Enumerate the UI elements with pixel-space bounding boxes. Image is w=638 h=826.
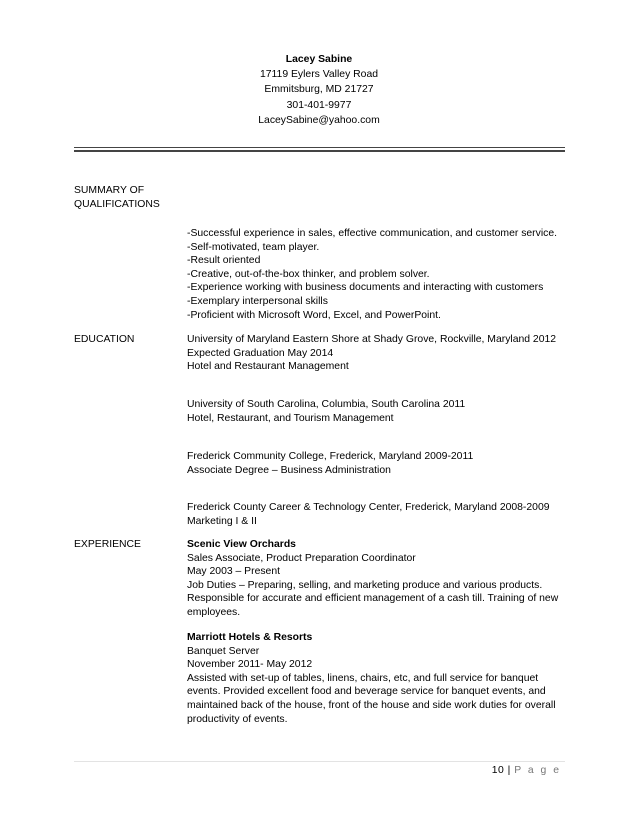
education-entry: [187, 333, 567, 374]
summary-item: -Result oriented: [187, 255, 261, 267]
experience-job: [187, 538, 559, 620]
summary-item: -Self-motivated, team player.: [187, 241, 320, 253]
header-divider-thin: [74, 147, 565, 148]
education-entry: [187, 501, 567, 528]
job-employer: Marriott Hotels & Resorts: [187, 632, 313, 643]
footer-divider: [74, 761, 565, 762]
summary-heading-line-1: SUMMARY OF: [74, 185, 145, 196]
job-title: Banquet Server: [187, 645, 260, 657]
page-number: 10: [491, 765, 505, 776]
summary-heading-line-2: QUALIFICATIONS: [74, 198, 160, 210]
education-detail: Associate Degree – Business Administration: [187, 464, 391, 476]
page-footer: [492, 764, 561, 778]
applicant-name: Lacey Sabine: [285, 54, 353, 65]
address-line-2: Emmitsburg, MD 21727: [264, 84, 374, 96]
address-line-1: 17119 Eylers Valley Road: [259, 69, 379, 81]
header-divider-thick: [74, 150, 565, 152]
education-detail: Marketing I & II: [187, 515, 257, 527]
education-detail: Expected Graduation May 2014: [187, 347, 334, 359]
summary-item: -Experience working with business documents and interacting with customers: [187, 282, 544, 294]
summary-heading: [74, 184, 160, 211]
phone-number: 301-401-9977: [286, 99, 352, 111]
education-school: Frederick Community College, Frederick, Maryland 2009-2011: [187, 451, 474, 462]
job-description: Job Duties – Preparing, selling, and marketing produce and various products. Responsible for accurate and efficient management of a cash till. Training of new employees.: [187, 579, 559, 618]
education-heading: EDUCATION: [74, 334, 135, 345]
summary-item: -Successful experience in sales, effective communication, and customer service.: [187, 228, 557, 239]
experience-job: [187, 631, 559, 726]
education-school: University of Maryland Eastern Shore at Shady Grove, Rockville, Maryland 2012: [187, 334, 557, 345]
job-description: Assisted with set-up of tables, linens, chairs, etc, and full service for banquet events. Provided excellent food and beverage service for banquet events, and maintained back of the house, front of the house and side work duties for overall productivity of events.: [187, 672, 556, 725]
education-entry: [187, 398, 567, 425]
education-detail: Hotel and Restaurant Management: [187, 361, 349, 373]
summary-item: -Creative, out-of-the-box thinker, and problem solver.: [187, 268, 430, 280]
email-address: LaceySabine@yahoo.com: [258, 114, 380, 126]
contact-header: [0, 52, 638, 128]
experience-heading: EXPERIENCE: [74, 539, 141, 550]
education-entry: [187, 450, 567, 477]
education-detail: Hotel, Restaurant, and Tourism Management: [187, 412, 394, 424]
education-school: University of South Carolina, Columbia, South Carolina 2011: [187, 399, 466, 410]
job-dates: May 2003 – Present: [187, 566, 280, 578]
education-school: Frederick County Career & Technology Center, Frederick, Maryland 2008-2009: [187, 502, 550, 513]
summary-item: -Exemplary interpersonal skills: [187, 295, 328, 307]
job-title: Sales Associate, Product Preparation Coordinator: [187, 552, 416, 564]
job-employer: Scenic View Orchards: [187, 539, 296, 550]
page-separator: |: [507, 765, 511, 776]
summary-item: -Proficient with Microsoft Word, Excel, and PowerPoint.: [187, 309, 441, 321]
job-dates: November 2011- May 2012: [187, 659, 313, 671]
page-label: P a g e: [514, 765, 561, 776]
summary-list: [187, 227, 567, 322]
